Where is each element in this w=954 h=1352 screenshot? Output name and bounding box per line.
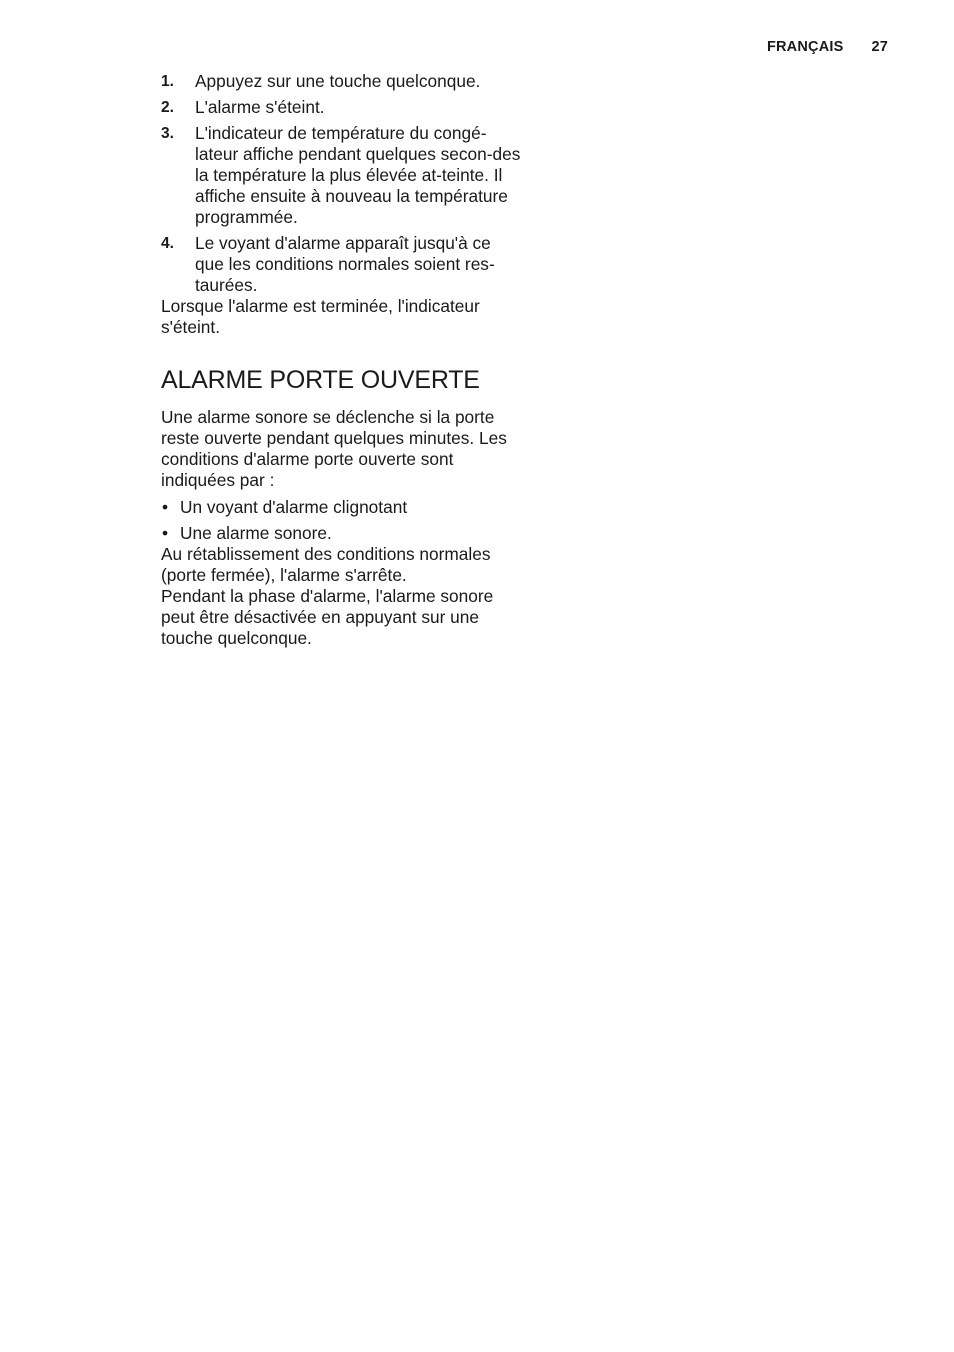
step-number: 1.	[161, 73, 174, 90]
step-text: L'indicateur de température du congé-lateur affiche pendant quelques secon-des la température la plus élevée at-teinte. Il affiche ensuite à nouveau la température programmée.	[195, 123, 521, 227]
bullet-icon: •	[162, 497, 169, 517]
disable-paragraph: Pendant la phase d'alarme, l'alarme sonore peut être désactivée en appuyant sur une touche quelconque.	[161, 586, 494, 648]
steps-list	[161, 71, 521, 296]
step-number: 4.	[161, 235, 174, 252]
list-item	[161, 497, 521, 518]
step-number: 3.	[161, 125, 174, 142]
bullet-text: Une alarme sonore.	[180, 523, 332, 543]
header-language: FRANÇAIS	[766, 39, 844, 55]
intro-paragraph: Une alarme sonore se déclenche si la porte reste ouverte pendant quelques minutes. Les conditions d'alarme porte ouverte sont indiquées par :	[161, 407, 507, 490]
step-text: Le voyant d'alarme apparaît jusqu'à ce que les conditions normales soient res-taurées.	[195, 233, 495, 295]
list-item	[161, 523, 521, 544]
restore-paragraph: Au rétablissement des conditions normales (porte fermée), l'alarme s'arrête.	[161, 544, 491, 585]
page-header	[767, 39, 888, 55]
list-item	[161, 71, 521, 92]
bullet-list	[161, 497, 521, 544]
step-number: 2.	[161, 99, 174, 116]
step-text: Appuyez sur une touche quelconque.	[195, 71, 481, 91]
list-item	[161, 233, 521, 296]
list-item	[161, 97, 521, 118]
step-text: L'alarme s'éteint.	[195, 97, 325, 117]
bullet-text: Un voyant d'alarme clignotant	[180, 497, 408, 517]
closing-paragraph: Lorsque l'alarme est terminée, l'indicateur s'éteint.	[161, 296, 480, 337]
main-content	[161, 71, 521, 649]
bullet-icon: •	[162, 523, 169, 543]
page-number: 27	[871, 39, 888, 55]
list-item	[161, 123, 521, 228]
section-heading: ALARME PORTE OUVERTE	[161, 366, 480, 394]
